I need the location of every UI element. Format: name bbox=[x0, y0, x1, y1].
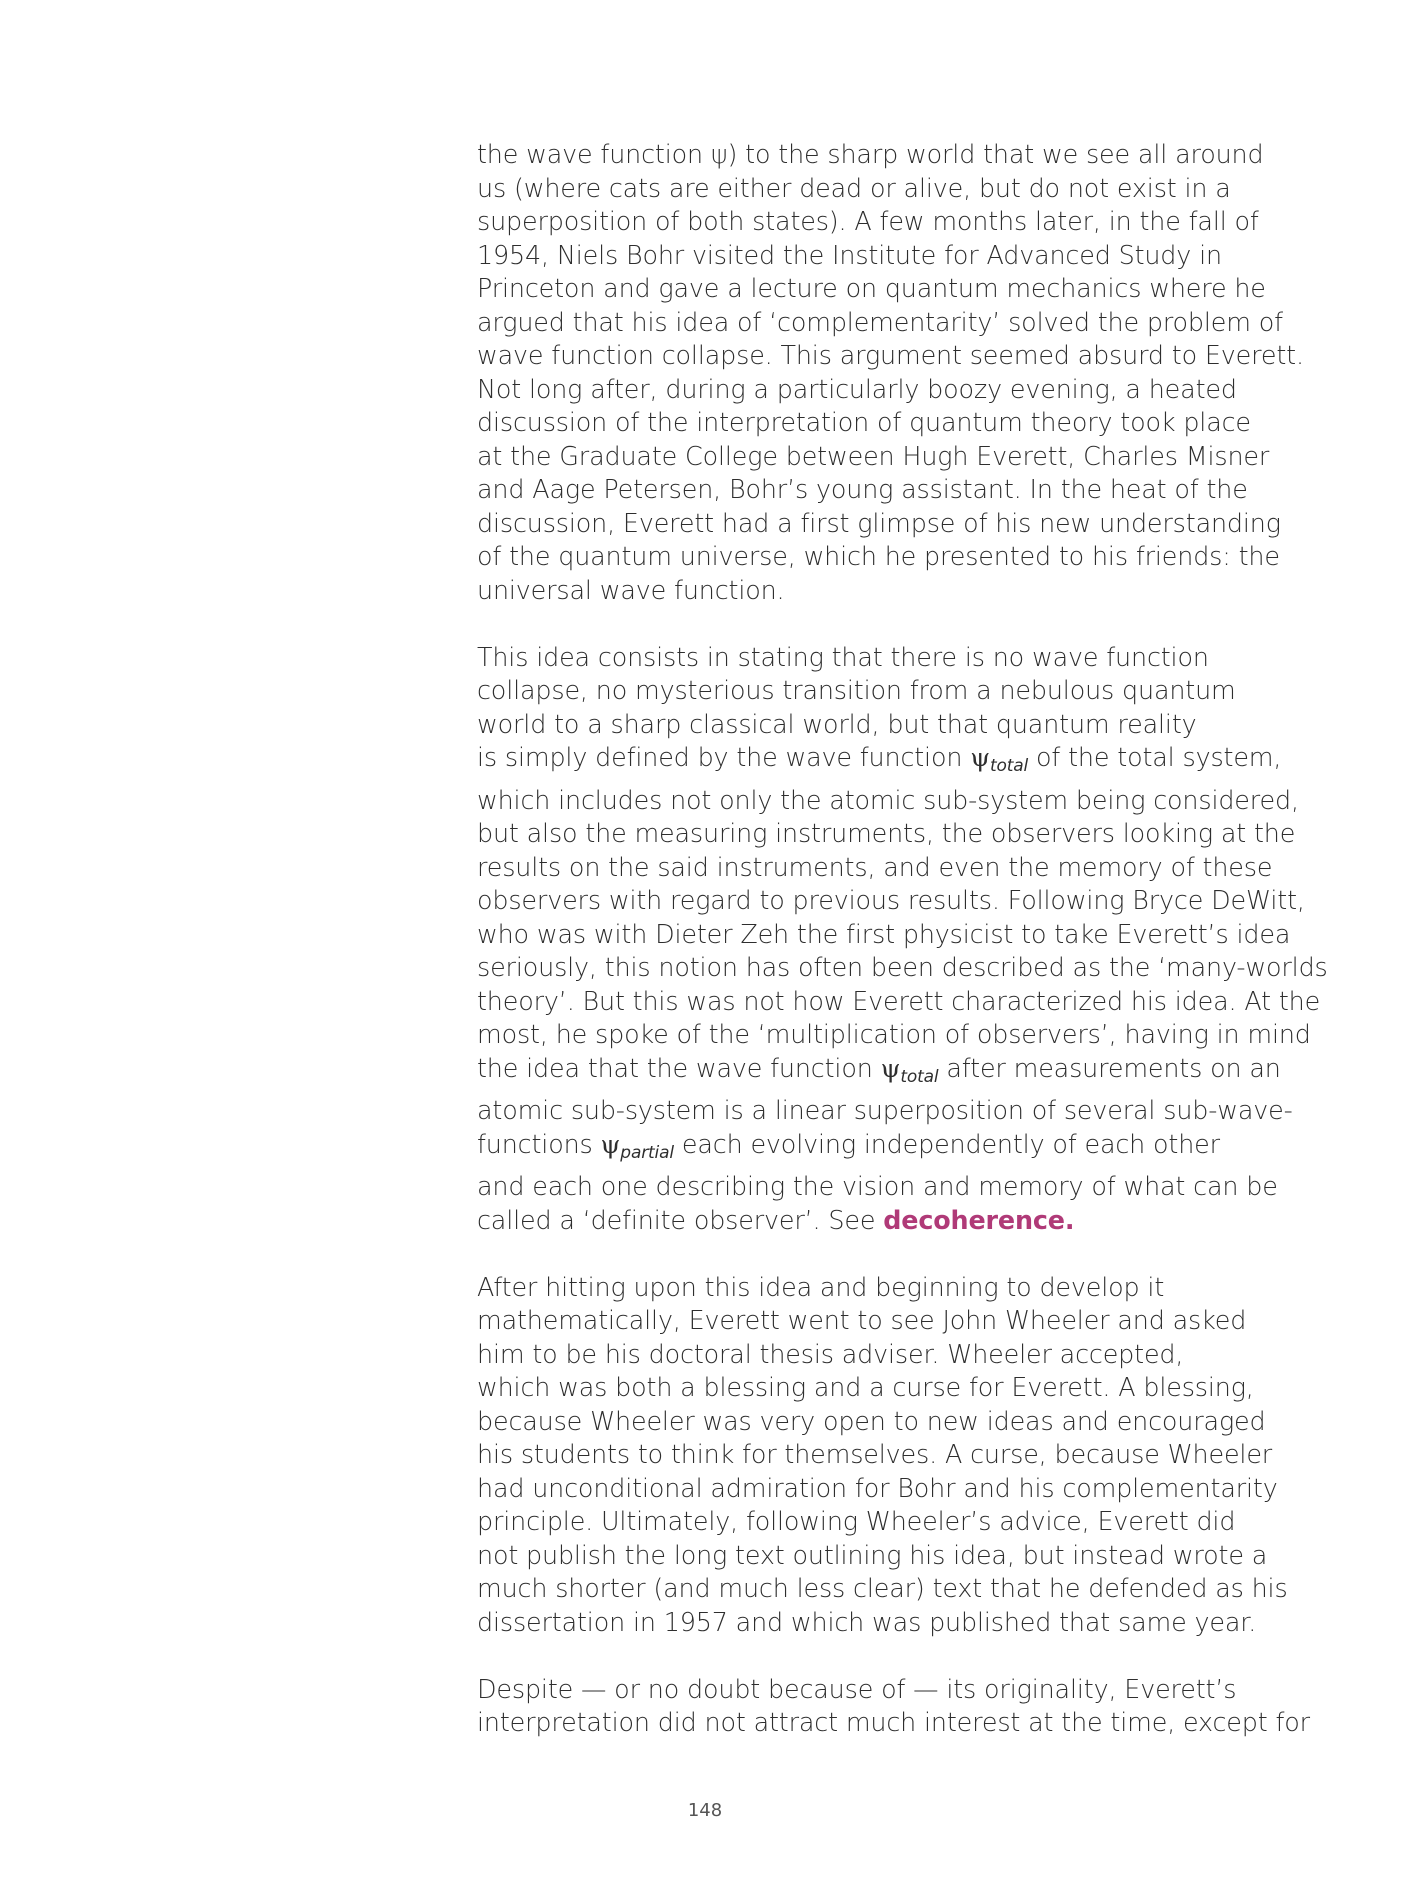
text-line: 1954, Niels Bohr visited the Institute for Advanced Study in bbox=[477, 239, 1222, 270]
text-line: at the Graduate College between Hugh Everett, Charles Misner bbox=[477, 440, 1270, 471]
text-line: wave function collapse. This argument seemed absurd to Everett. bbox=[477, 340, 1304, 370]
page-number: 148 bbox=[687, 1800, 723, 1821]
text-line: his students to think for themselves. A curse, because Wheeler bbox=[477, 1439, 1273, 1469]
text-line: principle. Ultimately, following Wheeler’s advice, Everett did bbox=[477, 1506, 1236, 1536]
psi-symbol: ψ bbox=[600, 1128, 621, 1159]
text-line: mathematically, Everett went to see John Wheeler and asked bbox=[477, 1305, 1247, 1335]
text-segment: each evolving independently of each other bbox=[673, 1128, 1220, 1159]
text-line: him to be his doctoral thesis adviser. Wheeler accepted, bbox=[477, 1338, 1184, 1369]
text-line: and Aage Petersen, Bohr’s young assistant. In the heat of the bbox=[477, 474, 1248, 504]
psi-subscript: total bbox=[900, 1066, 939, 1087]
text-line: discussion of the interpretation of quantum theory took place bbox=[477, 407, 1251, 437]
text-line: had unconditional admiration for Bohr and his complementarity bbox=[477, 1472, 1278, 1503]
text-segment: after measurements on an bbox=[938, 1052, 1281, 1083]
text-line: Despite — or no doubt because of — its originality, Everett’s bbox=[477, 1673, 1237, 1704]
text-segment: of the total system, bbox=[1028, 742, 1282, 772]
text-line-with-link bbox=[477, 1204, 1277, 1238]
psi-symbol: ψ bbox=[970, 742, 990, 772]
text-line-with-psi bbox=[477, 1128, 1277, 1171]
text-line: the wave function ψ) to the sharp world that we see all around bbox=[477, 139, 1264, 169]
text-line: interpretation did not attract much interest at the time, except for bbox=[477, 1707, 1310, 1737]
text-segment: is simply defined by the wave function bbox=[477, 742, 971, 772]
psi-subscript: total bbox=[989, 756, 1029, 776]
text-line: superposition of both states). A few months later, in the fall of bbox=[477, 206, 1259, 236]
paragraph-2 bbox=[477, 641, 1328, 1238]
text-segment: functions bbox=[477, 1128, 601, 1159]
text-line: most, he spoke of the ‘multiplication of observers’, having in mind bbox=[477, 1019, 1311, 1049]
text-line: collapse, no mysterious transition from a nebulous quantum bbox=[477, 675, 1236, 705]
text-segment: the idea that the wave function bbox=[477, 1052, 881, 1083]
body-text bbox=[477, 138, 1328, 1773]
text-line: discussion, Everett had a first glimpse of his new understanding bbox=[477, 507, 1281, 538]
text-line: atomic sub-system is a linear superposition of several sub-wave- bbox=[477, 1095, 1293, 1125]
text-line: us (where cats are either dead or alive, but do not exist in a bbox=[477, 172, 1231, 203]
text-line: but also the measuring instruments, the observers looking at the bbox=[477, 818, 1296, 848]
text-segment: called a ‘definite observer’. See bbox=[477, 1204, 884, 1235]
text-line: of the quantum universe, which he presented to his friends: the bbox=[477, 541, 1280, 571]
text-line: who was with Dieter Zeh the first physicist to take Everett’s idea bbox=[477, 918, 1291, 949]
text-line: dissertation in 1957 and which was published that same year. bbox=[477, 1606, 1257, 1637]
psi-symbol: ψ bbox=[880, 1052, 901, 1083]
text-line: universal wave function. bbox=[477, 574, 785, 605]
text-line: much shorter (and much less clear) text that he defended as his bbox=[477, 1573, 1288, 1603]
text-line: Not long after, during a particularly boozy evening, a heated bbox=[477, 373, 1237, 404]
text-line-with-psi bbox=[477, 741, 1282, 784]
text-line: seriously, this notion has often been described as the ‘many-worlds bbox=[477, 952, 1328, 982]
paragraph-1 bbox=[477, 138, 1304, 607]
text-line: argued that his idea of ‘complementarity’ solved the problem of bbox=[477, 306, 1283, 337]
paragraph-4 bbox=[477, 1673, 1310, 1740]
text-line: This idea consists in stating that there is no wave function bbox=[477, 641, 1209, 672]
text-line: which includes not only the atomic sub-system being considered, bbox=[477, 784, 1299, 815]
text-line: After hitting upon this idea and beginning to develop it bbox=[477, 1271, 1165, 1302]
text-line: observers with regard to previous results. Following Bryce DeWitt, bbox=[477, 885, 1305, 915]
text-line: not publish the long text outlining his idea, but instead wrote a bbox=[477, 1539, 1268, 1570]
text-line: results on the said instruments, and even the memory of these bbox=[477, 851, 1273, 882]
paragraph-3 bbox=[477, 1271, 1288, 1640]
psi-subscript: partial bbox=[620, 1142, 674, 1163]
text-line: which was both a blessing and a curse for Everett. A blessing, bbox=[477, 1372, 1254, 1402]
text-line: Princeton and gave a lecture on quantum mechanics where he bbox=[477, 273, 1266, 303]
decoherence-link[interactable]: decoherence bbox=[883, 1204, 1065, 1235]
text-line: theory’. But this was not how Everett characterized his idea. At the bbox=[477, 985, 1321, 1016]
text-line-with-psi bbox=[477, 1052, 1281, 1095]
text-line: world to a sharp classical world, but that quantum reality bbox=[477, 708, 1197, 739]
text-line: and each one describing the vision and memory of what can be bbox=[477, 1171, 1278, 1201]
text-line: because Wheeler was very open to new ideas and encouraged bbox=[477, 1405, 1266, 1436]
link-period: . bbox=[1064, 1204, 1075, 1235]
